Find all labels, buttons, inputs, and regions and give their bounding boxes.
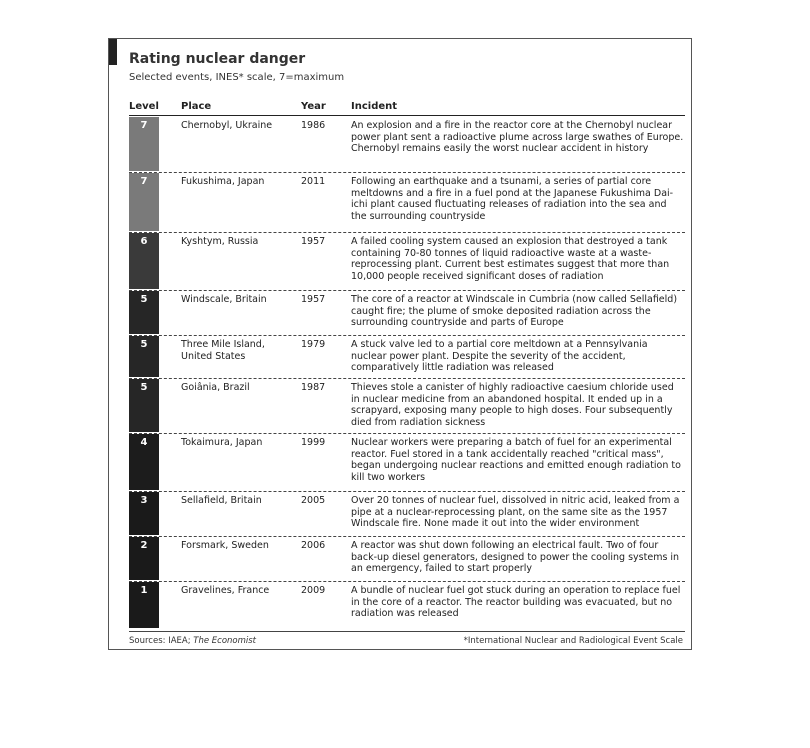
- place-cell: Three Mile Island, United States: [181, 339, 265, 362]
- level-cell: [129, 291, 159, 334]
- incident-cell: A stuck valve led to a partial core meltdown at a Pennsylvania nuclear power plant. Despite the severity of the accident, comparatively little radiation was released: [351, 339, 648, 374]
- place-cell: Forsmark, Sweden: [181, 540, 269, 551]
- column-header-incident: Incident: [351, 101, 398, 112]
- level-value: 7: [140, 120, 148, 131]
- place-cell: Chernobyl, Ukraine: [181, 120, 273, 131]
- level-value: 5: [140, 339, 148, 350]
- level-cell: [129, 173, 159, 231]
- table-row: [129, 291, 685, 336]
- incident-cell: Following an earthquake and a tsunami, a series of partial core meltdowns and a fire in a fuel pond at the Japanese Fukushima Dai-ichi plant caused fluctuating releases of radiation into the sea and the surrounding countryside: [351, 176, 674, 222]
- level-value: 5: [140, 294, 148, 305]
- incident-cell: Nuclear workers were preparing a batch of fuel for an experimental reactor. Fuel stored in a tank accidentally reached "critical mass", began undergoing nuclear reactions and emitted enough radiation to kill two workers: [351, 437, 681, 483]
- table-row: [129, 537, 685, 582]
- place-cell: Goiânia, Brazil: [181, 382, 250, 393]
- table-row: [129, 582, 685, 629]
- incident-cell: A reactor was shut down following an electrical fault. Two of four back-up diesel generators, designed to power the cooling systems in an emergency, failed to start properly: [351, 540, 680, 575]
- place-cell: Kyshtym, Russia: [181, 236, 259, 247]
- level-cell: [129, 537, 159, 580]
- level-value: 3: [140, 495, 148, 506]
- year-cell: 1999: [301, 437, 326, 448]
- incident-cell: Thieves stole a canister of highly radioactive caesium chloride used in nuclear medicine from an abandoned hospital. It ended up in a scrapyard, exposing many people to high doses. Four subsequently died from radiation sickness: [351, 382, 674, 428]
- level-cell: [129, 434, 159, 490]
- column-header-year: Year: [301, 101, 326, 112]
- place-cell: Fukushima, Japan: [181, 176, 265, 187]
- footnote: *International Nuclear and Radiological Event Scale: [463, 636, 683, 646]
- place-cell: Tokaimura, Japan: [181, 437, 263, 448]
- level-cell: [129, 117, 159, 171]
- chart-subtitle: Selected events, INES* scale, 7=maximum: [129, 72, 345, 83]
- level-value: 6: [140, 236, 148, 247]
- table-row: [129, 233, 685, 291]
- incident-cell: Over 20 tonnes of nuclear fuel, dissolved in nitric acid, leaked from a pipe at a nuclear-reprocessing plant, on the same site as the 1957 Windscale fire. None made it out into the wider environment: [351, 495, 680, 530]
- chart-frame: [108, 38, 692, 650]
- place-cell: Windscale, Britain: [181, 294, 267, 305]
- footer-rule: [129, 631, 685, 632]
- chart-title: Rating nuclear danger: [129, 51, 306, 67]
- table-row: [129, 434, 685, 492]
- sources-publication: The Economist: [193, 636, 257, 646]
- level-cell: [129, 233, 159, 289]
- place-cell: Gravelines, France: [181, 585, 270, 596]
- title-accent-bar: [109, 39, 117, 65]
- table-row: [129, 492, 685, 537]
- year-cell: 1957: [301, 294, 326, 305]
- level-cell: [129, 379, 159, 432]
- incident-cell: A bundle of nuclear fuel got stuck during an operation to replace fuel in the core of a reactor. The reactor building was evacuated, but no radiation was released: [351, 585, 681, 620]
- level-value: 2: [140, 540, 148, 551]
- level-cell: [129, 582, 159, 628]
- table-row: [129, 379, 685, 434]
- year-cell: 1987: [301, 382, 326, 393]
- level-value: 7: [140, 176, 148, 187]
- table-header: [129, 101, 685, 115]
- table-row: [129, 117, 685, 173]
- year-cell: 2009: [301, 585, 326, 596]
- year-cell: 1957: [301, 236, 326, 247]
- place-cell: Sellafield, Britain: [181, 495, 262, 506]
- year-cell: 1979: [301, 339, 326, 350]
- year-cell: 2011: [301, 176, 326, 187]
- level-cell: [129, 336, 159, 377]
- incident-cell: A failed cooling system caused an explosion that destroyed a tank containing 70-80 tonnes of liquid radioactive waste at a waste-reprocessing plant. Current best estimates suggest that more than 10,000 people received significant doses of radiation: [351, 236, 670, 282]
- year-cell: 2005: [301, 495, 326, 506]
- incident-cell: The core of a reactor at Windscale in Cumbria (now called Sellafield) caught fire; the plume of smoke deposited radiation across the surrounding countryside and parts of Europe: [351, 294, 678, 329]
- year-cell: 2006: [301, 540, 326, 551]
- level-cell: [129, 492, 159, 535]
- year-cell: 1986: [301, 120, 326, 131]
- level-value: 1: [140, 585, 148, 596]
- sources-note: [129, 636, 256, 646]
- level-value: 5: [140, 382, 148, 393]
- table-row: [129, 336, 685, 379]
- column-header-place: Place: [181, 101, 212, 112]
- column-header-level: Level: [129, 101, 159, 112]
- table-row: [129, 173, 685, 233]
- level-value: 4: [140, 437, 148, 448]
- sources-label: Sources: IAEA;: [129, 636, 191, 646]
- incident-cell: An explosion and a fire in the reactor core at the Chernobyl nuclear power plant sent a radioactive plume across large swathes of Europe. Chernobyl remains easily the worst nuclear accident in history: [351, 120, 684, 155]
- header-rule: [129, 115, 685, 116]
